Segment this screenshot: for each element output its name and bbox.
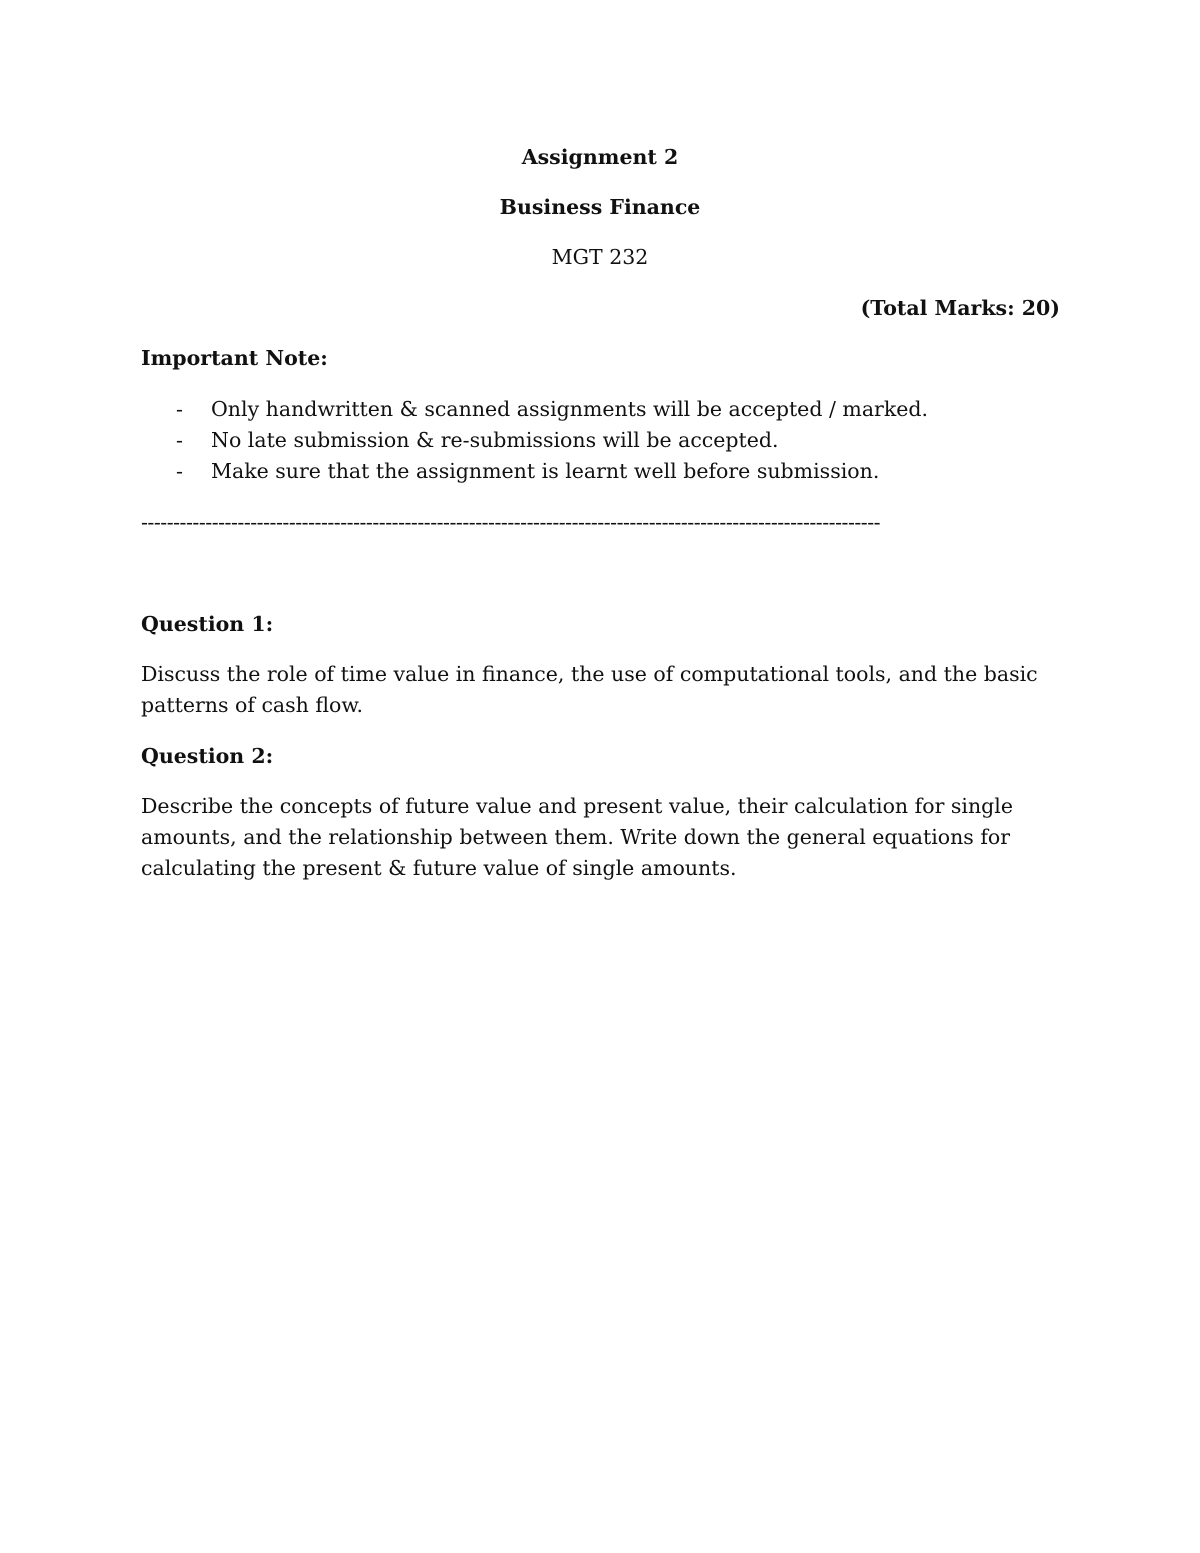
note-text: Only handwritten & scanned assignments will be accepted / marked. — [211, 397, 929, 421]
dash-bullet: - — [176, 459, 183, 483]
total-marks: (Total Marks: 20) — [860, 296, 1060, 320]
note-text: No late submission & re-submissions will be accepted. — [211, 428, 779, 452]
question-2-body: Describe the concepts of future value and present value, their calculation for single amounts, and the relationship between them. Write down the general equations for calculating the present & future value of single amounts. — [141, 794, 1013, 880]
dash-bullet: - — [176, 397, 183, 421]
question-1-heading: Question 1: — [141, 612, 274, 636]
assignment-title: Assignment 2 — [521, 145, 679, 169]
dashed-divider: ------------------------------------------------------------------------------------------------------------------- — [141, 510, 881, 534]
subject-title: Business Finance — [499, 195, 701, 219]
course-code: MGT 232 — [551, 245, 649, 269]
question-1-body: Discuss the role of time value in finance, the use of computational tools, and the basic patterns of cash flow. — [141, 662, 1038, 717]
important-note-heading: Important Note: — [141, 346, 328, 370]
question-2-heading: Question 2: — [141, 744, 274, 768]
dash-bullet: - — [176, 428, 183, 452]
note-text: Make sure that the assignment is learnt well before submission. — [211, 459, 880, 483]
